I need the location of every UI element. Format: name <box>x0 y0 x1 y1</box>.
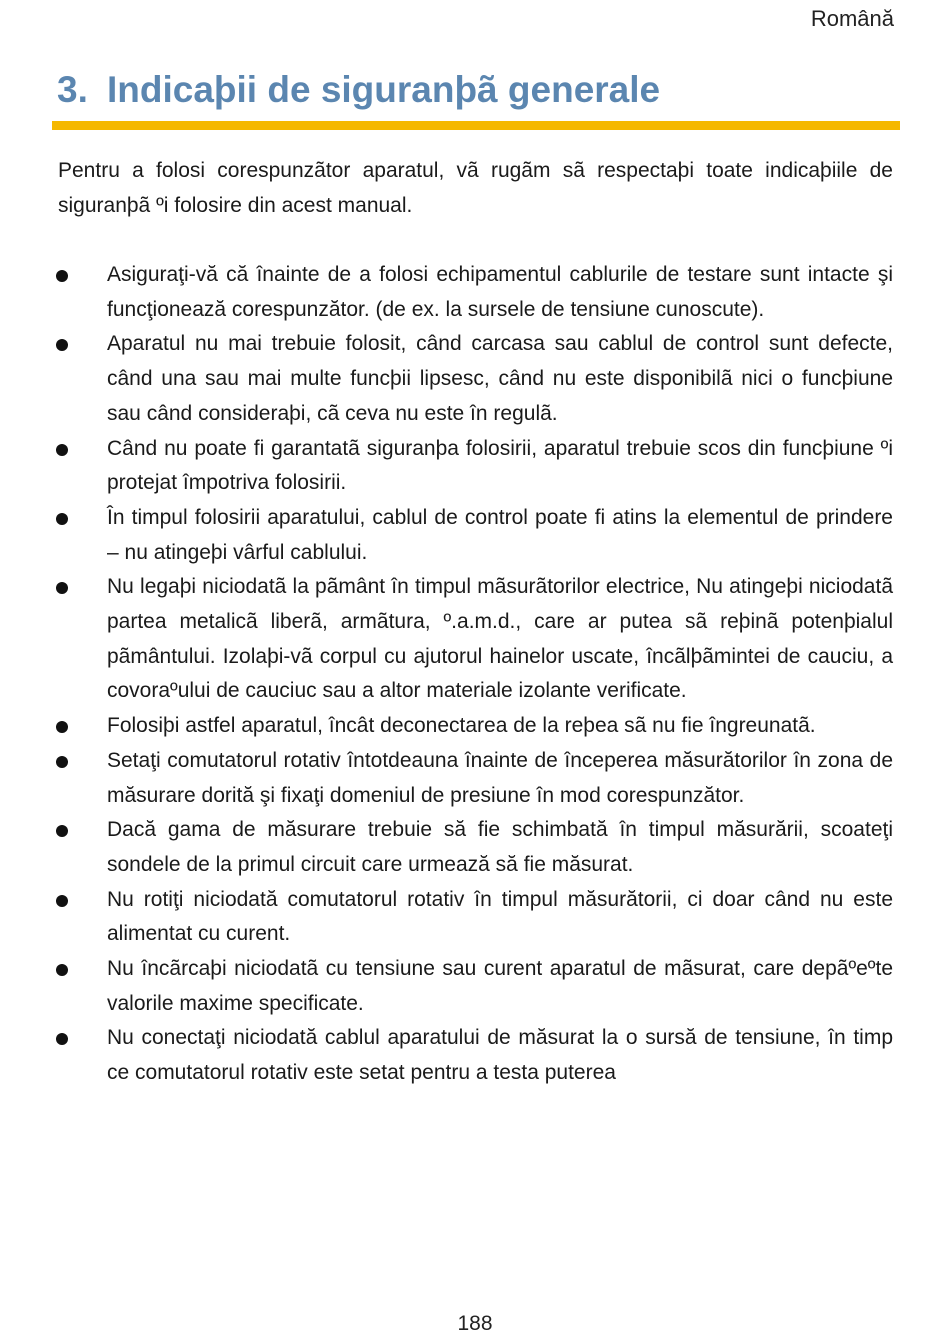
list-item-text: Nu conectaţi niciodată cablul aparatului de măsurat la o sursă de tensiune, în timp ce comutatorul rotativ este setat pentru a testa puterea <box>107 1026 893 1085</box>
list-item-text: Setaţi comutatorul rotativ întotdeauna înainte de începerea măsurătorilor în zona de măsurare dorită şi fixaţi domeniul de presiune în mod corespunzător. <box>107 748 893 807</box>
list-item-text: Când nu poate fi garantatã siguranþa folosirii, aparatul trebuie scos din funcþiune ºi protejat împotriva folosirii. <box>107 436 893 495</box>
bullet-icon <box>56 825 68 837</box>
bullet-icon <box>56 513 68 525</box>
list-item-text: Folosiþi astfel aparatul, încât deconectarea de la reþea sã nu fie îngreunatã. <box>107 714 816 738</box>
bullet-icon <box>56 339 68 351</box>
language-label: Română <box>810 6 894 31</box>
bullet-icon <box>56 582 68 594</box>
list-item <box>0 501 950 570</box>
list-item <box>0 709 950 744</box>
list-item <box>0 744 950 813</box>
list-item-text: În timpul folosirii aparatului, cablul de control poate fi atins la elementul de prindere – nu atingeþi vârful cablului. <box>107 505 893 564</box>
list-item-text: Nu legaþi niciodatã la pãmânt în timpul mãsurãtorilor electrice, Nu atingeþi niciodatã partea metalicã liberã, armãtura, º.a.m.d., care ar putea sã reþinã potenþialul pãmântului. Izolaþi-vã corpul cu ajutorul hainelor uscate, încãlþãmintei de cauciu, a covoraºului de cauciuc sau a altor materiale izolante verificate. <box>107 575 893 703</box>
list-item-text: Asiguraţi-vă că înainte de a folosi echipamentul cablurile de testare sunt intacte şi funcţionează corespunzător. (de ex. la sursele de tensiune cunoscute). <box>107 263 893 321</box>
bullet-icon <box>56 964 68 976</box>
list-item-text: Dacă gama de măsurare trebuie să fie schimbată în timpul măsurării, scoateţi sondele de la primul circuit care urmează să fie măsurat. <box>107 818 893 876</box>
list-item <box>0 883 950 952</box>
list-item <box>0 327 950 431</box>
bullet-icon <box>56 756 68 768</box>
bullet-icon <box>56 721 68 733</box>
list-item <box>0 952 950 1021</box>
page-number: 188 <box>457 1312 493 1335</box>
list-item-text: Nu rotiţi niciodată comutatorul rotativ în timpul măsurătorii, ci doar când nu este alimentat cu curent. <box>107 887 893 946</box>
section-title: Indicaþii de siguranþã generale <box>107 69 661 110</box>
heading-underline <box>52 121 900 130</box>
list-item <box>0 258 950 327</box>
list-item-text: Aparatul nu mai trebuie folosit, când carcasa sau cablul de control sunt defecte, când una sau mai multe funcþii lipsesc, când nu este disponibilã nici o funcþiune sau când consideraþi, cã ceva nu este în regulã. <box>107 332 893 425</box>
intro-paragraph: Pentru a folosi corespunzãtor aparatul, vã rugãm sã respectaþi toate indicaþiile de siguranþã ºi folosire din acest manual. <box>58 159 893 217</box>
bullet-icon <box>56 444 68 456</box>
section-heading <box>57 66 660 114</box>
list-item <box>0 432 950 501</box>
bullet-icon <box>56 1033 68 1045</box>
section-number: 3. <box>57 69 88 110</box>
list-item <box>0 813 950 882</box>
safety-list <box>0 258 950 1091</box>
list-item <box>0 1021 950 1090</box>
bullet-icon <box>56 895 68 907</box>
bullet-icon <box>56 270 68 282</box>
list-item <box>0 570 950 709</box>
list-item-text: Nu încãrcaþi niciodatã cu tensiune sau curent aparatul de mãsurat, care depãºeºte valorile maxime specificate. <box>107 957 893 1015</box>
